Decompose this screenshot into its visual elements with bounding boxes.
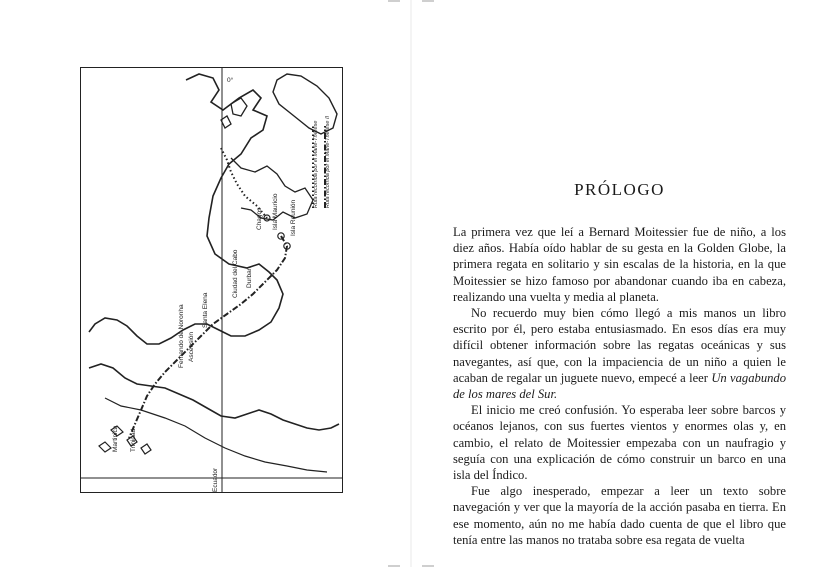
british-isles <box>221 98 247 128</box>
reunion-label: Isla Reunión <box>290 199 297 236</box>
santa-elena-label: Santa Elena <box>202 292 209 328</box>
mauricio-label: Isla Mauricio <box>272 193 279 230</box>
caribbean-islands <box>99 426 151 454</box>
fernando-noronha-label: Fernando de Noronha <box>178 304 185 368</box>
chagos-label: Chagos <box>256 207 263 230</box>
paragraph-2-text: No recuerdo muy bien cómo llegó a mis manos un libro escrito por él, pero estaba entusiasmado. En esos días era muy difícil obtener información sobre las regatas oceánicas y sus navegantes, así que, con la impaciencia de un niño a quien le acaban de regalar un juguete nuevo, empecé a leer <box>453 306 786 385</box>
route-marie-therese <box>221 148 267 218</box>
paragraph-3: El inicio me creó confusión. Yo esperaba leer sobre barcos y océanos lejanos, con sus fuertes vientos y enormes olas y, en cambio, el relato de Moitessier empezaba con un naufragio y seguía con una explicación de cómo construir un barco en una isla del Índico. <box>453 403 786 483</box>
ascension-label: Ascensión <box>188 332 195 362</box>
south-america-south <box>105 398 327 472</box>
book-title-italic: Un vagabundo de los mares del Sur. <box>453 370 787 402</box>
route-map <box>80 67 343 493</box>
crop-mark <box>388 0 400 2</box>
trinidad-label: Trinidad <box>130 428 137 452</box>
chapter-title: PRÓLOGO <box>574 180 665 199</box>
africa-europe-coast <box>89 74 283 344</box>
durban-label: Durban <box>246 266 253 288</box>
martinica-label: Martinica <box>112 425 119 452</box>
legend-label-1: Ruta recorrida por el Marie-Thérèse <box>313 120 319 208</box>
ciudad-cabo-label: Ciudad del Cabo <box>232 249 239 298</box>
world-map-svg <box>81 68 343 493</box>
prologue-text-page <box>453 180 786 548</box>
page-gutter <box>410 0 412 567</box>
paragraph-4: Fue algo inesperado, empezar a leer un texto sobre navegación y ver que la mayoría de la acción pasaba en tierra. En ese momento, aún no me había dado cuenta de que el libro que tenía entre las manos no trataba sobre esa regata de vuelta <box>453 484 786 547</box>
degree-label: 0° <box>227 77 234 84</box>
legend-label-2: Ruta recorrida por el Marie-Thérèse II <box>325 115 331 208</box>
crop-mark <box>422 0 434 2</box>
paragraph-2 <box>453 305 786 402</box>
ecuador-label: Ecuador <box>212 467 219 492</box>
south-america-coast <box>89 364 339 430</box>
paragraph-1: La primera vez que leí a Bernard Moitessier fue de niño, a los diez años. Había oído hablar de su gesta en la Golden Globe, la primera regata en solitario y sin escalas de la historia, en la que Moitessier se hizo famoso por abandonar cuando iba en cabeza, realizando una vuelta y media al planeta. <box>453 225 786 304</box>
